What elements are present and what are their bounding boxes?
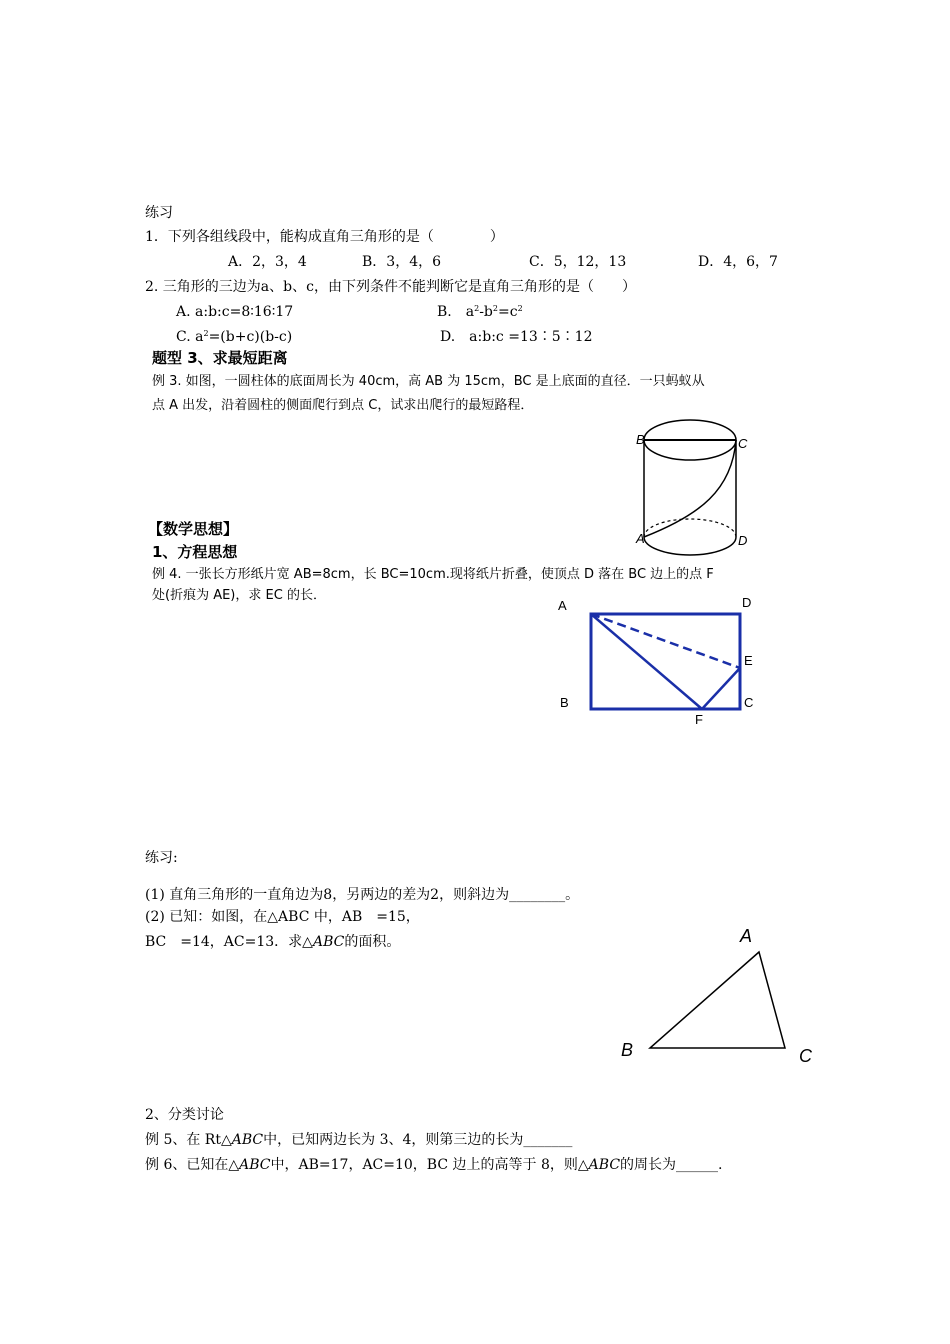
label-b: B bbox=[636, 432, 645, 447]
q1-option-c: C．5，12，13 bbox=[529, 254, 627, 270]
triangle-abc bbox=[650, 952, 785, 1048]
q2-option-b: B. $a^2-b^2=c^2$ bbox=[437, 304, 523, 320]
q2-option-a: A. a:b:c=8∶16∶17 bbox=[176, 304, 294, 320]
question-1-stem: 1．下列各组线段中，能构成直角三角形的是（ ） bbox=[145, 229, 504, 245]
q2-option-d: D. a:b:c =13∶5∶12 bbox=[440, 329, 593, 345]
label-d: D bbox=[742, 595, 752, 610]
section-3-title: 题型 3、求最短距离 bbox=[152, 349, 288, 367]
practice-2-item-2-line-2: BC =14，AC=13．求△ABC的面积。 bbox=[145, 934, 401, 950]
practice-2-item-2: (2) 已知：如图，在△ABC 中，AB =15， bbox=[145, 909, 420, 925]
example-3-line-2: 点 A 出发，沿着圆柱的侧面爬行到点 C，试求出爬行的最短路程． bbox=[152, 398, 534, 413]
q1-option-d: D．4，6，7 bbox=[698, 254, 778, 270]
label-b: B bbox=[560, 695, 569, 710]
example-5: 例 5、在 Rt△ABC中，已知两边长为 3、4，则第三边的长为_______ bbox=[145, 1132, 573, 1148]
classification-title: 2、分类讨论 bbox=[145, 1107, 224, 1123]
label-c: C bbox=[799, 1046, 812, 1066]
equation-thinking-title: 1、方程思想 bbox=[152, 543, 238, 561]
label-a: A bbox=[558, 598, 567, 613]
label-c: C bbox=[738, 436, 748, 451]
example-3-line-1: 例 3. 如图，一圆柱体的底面周长为 40cm，高 AB 为 15cm，BC 是上底面的直径．一只蚂蚁从 bbox=[152, 374, 705, 389]
question-2-stem: 2. 三角形的三边为a、b、c，由下列条件不能判断它是直角三角形的是（ ） bbox=[145, 279, 636, 295]
example-6: 例 6、已知在△ABC中，AB=17，AC=10，BC 边上的高等于 8，则△ABC的周长为______. bbox=[145, 1157, 723, 1173]
label-e: E bbox=[744, 653, 753, 668]
label-c: C bbox=[744, 695, 754, 710]
math-thinking-title: 【数学思想】 bbox=[148, 520, 239, 538]
q2-option-c: C. $a^2=(b+c)(b-c)$ bbox=[176, 329, 293, 345]
example-4-line-1: 例 4. 一张长方形纸片宽 AB=8cm，长 BC=10cm.现将纸片折叠，使顶点 D 落在 BC 边上的点 F bbox=[152, 567, 714, 582]
label-a: A bbox=[636, 531, 645, 546]
q1-option-a: A．2，3，4 bbox=[228, 254, 307, 270]
example-4-line-2: 处(折痕为 AE)，求 EC 的长． bbox=[152, 588, 326, 603]
label-f: F bbox=[695, 712, 703, 727]
practice-heading: 练习 bbox=[145, 205, 173, 221]
practice-2-item-1: (1) 直角三角形的一直角边为8，另两边的差为2，则斜边为________。 bbox=[145, 887, 580, 903]
practice-2-heading: 练习: bbox=[145, 850, 178, 866]
q1-option-b: B．3，4，6 bbox=[362, 254, 442, 270]
label-b: B bbox=[621, 1040, 634, 1060]
label-d: D bbox=[738, 533, 748, 548]
label-a: A bbox=[740, 926, 753, 946]
